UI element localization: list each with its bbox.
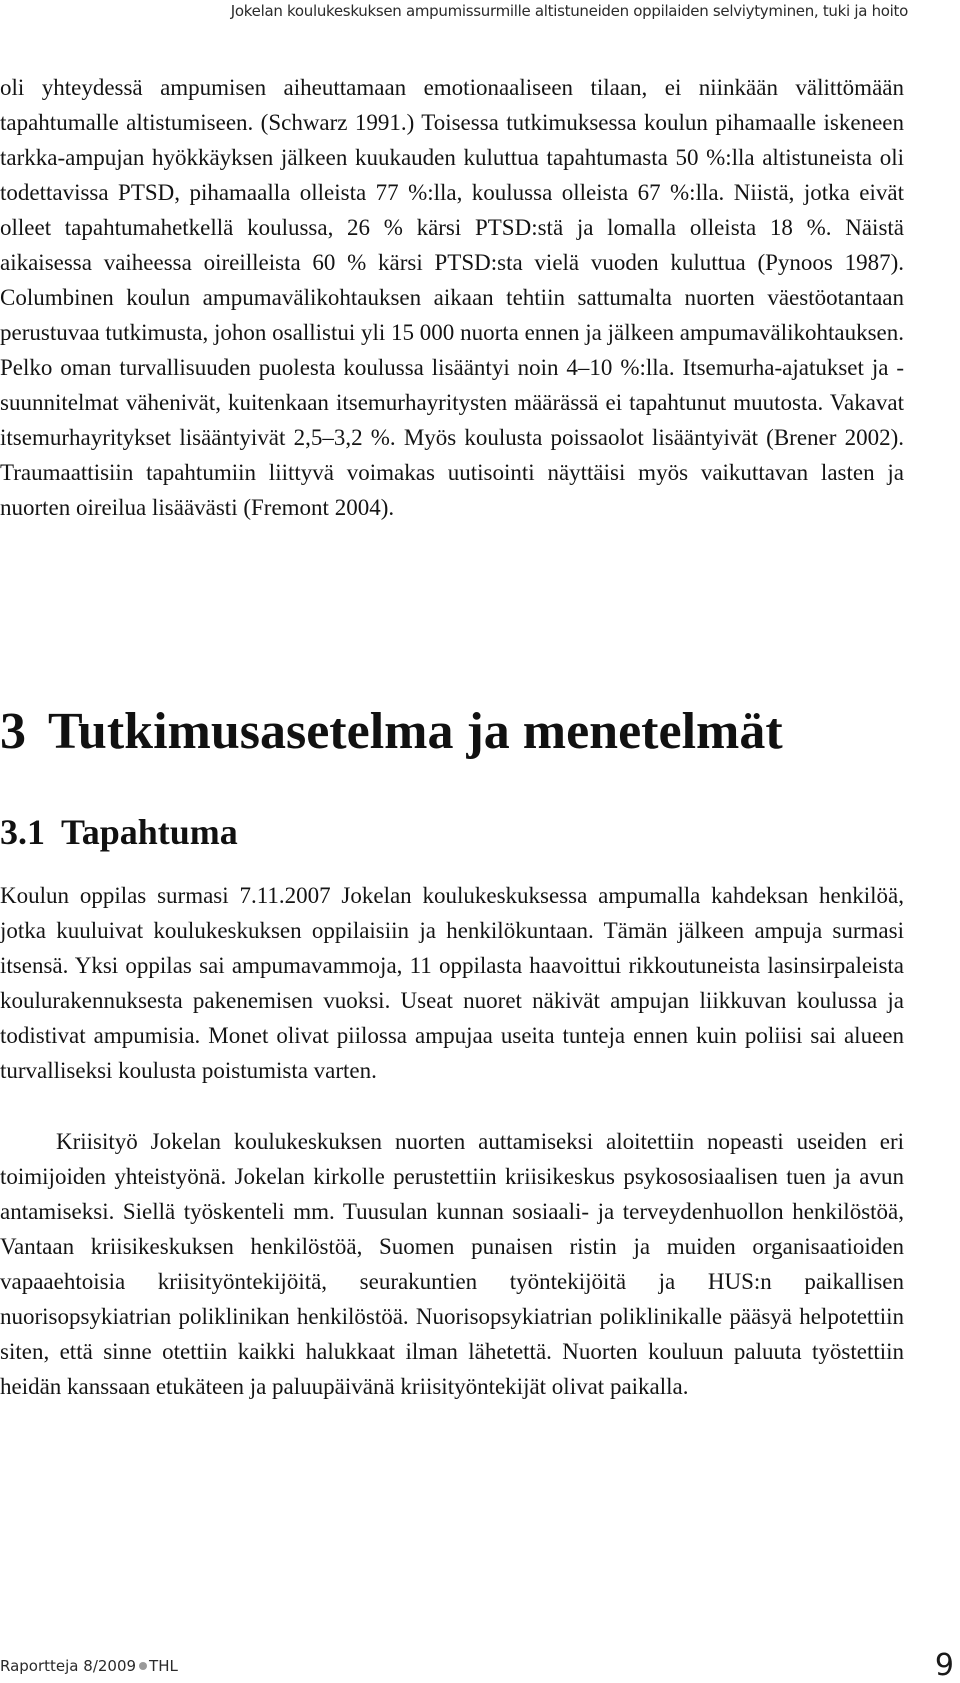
section-title: Tapahtuma: [61, 812, 238, 852]
section-heading: [0, 810, 238, 854]
chapter-title: Tutkimusasetelma ja menetelmät: [48, 703, 783, 760]
footer-publisher: THL: [149, 1657, 178, 1675]
section-paragraph-2: Kriisityö Jokelan koulukeskuksen nuorten auttamiseksi aloitettiin nopeasti useiden eri toimijoiden yhteistyönä. Jokelan kirkolle perustettiin kriisikeskus psykososiaalisen tuen ja avun antamiseksi. Siellä työskenteli mm. Tuusulan kunnan sosiaali- ja terveydenhuollon henkilöstöä, Vantaan kriisikeskuksen henkilöstöä, Suomen punaisen ristin ja muiden organisaatioiden vapaaehtoisia kriisityöntekijöitä, seurakuntien työntekijöitä ja HUS:n paikallisen nuorisopsykiatrian poliklinikan henkilöstöä. Nuorisopsykiatrian poliklinikalle pääsyä helpotettiin siten, että sinne otettiin kaikki halukkaat ilman lähetettä. Nuorten kouluun paluuta työstettiin heidän kanssaan etukäteen ja paluupäivänä kriisityöntekijät olivat paikalla.: [0, 1129, 904, 1399]
page-footer: [0, 1657, 178, 1675]
body-paragraph-intro: oli yhteydessä ampumisen aiheuttamaan emotionaaliseen tilaan, ei niinkään välittömään tapahtumalle altistumiseen. (Schwarz 1991.) Toisessa tutkimuksessa koulun pihamaalle iskeneen tarkka-ampujan hyökkäyksen jälkeen kuukauden kuluttua tapahtumasta 50 %:lla altistuneista oli todettavissa PTSD, pihamaalla olleista 77 %:lla, koulussa olleista 67 %:lla. Niistä, jotka eivät olleet tapahtumahetkellä koulussa, 26 % kärsi PTSD:stä ja lomalla olleista 18 %. Näistä aikaisessa vaiheessa oireilleista 60 % kärsi PTSD:sta vielä vuoden kuluttua (Pynoos 1987). Columbinen koulun ampumavälikohtauksen aikaan tehtiin sattumalta nuorten väestöotantaan perustuvaa tutkimusta, johon osallistui yli 15 000 nuorta ennen ja jälkeen ampumavälikohtauksen. Pelko oman turvallisuuden puolesta koulussa lisääntyi noin 4–10 %:lla. Itsemurha-ajatukset ja -suunnitelmat vähenivät, kuitenkaan itsemurhayritysten määrässä ei tapahtunut muutosta. Vakavat itsemurhayritykset lisääntyivät 2,5–3,2 %. Myös koulusta poissaolot lisääntyivät (Brener 2002). Traumaattisiin tapahtumiin liittyvä voimakas uutisointi näyttäisi myös vaikuttavan lasten ja nuorten oireilua lisäävästi (Fremont 2004).: [0, 75, 904, 520]
page-number: 9: [934, 1648, 954, 1683]
running-header: Jokelan koulukeskuksen ampumissurmille altistuneiden oppilaiden selviytyminen, tuki ja hoito: [230, 2, 908, 20]
chapter-number: 3: [0, 703, 26, 760]
footer-publication: Raportteja 8/2009: [0, 1657, 137, 1675]
bullet-dot-icon: [139, 1662, 147, 1670]
chapter-heading: [0, 702, 783, 762]
section-paragraph-1: Koulun oppilas surmasi 7.11.2007 Jokelan koulukeskuksessa ampumalla kahdeksan henkilöä, jotka kuuluivat koulukeskuksen oppilaisiin ja henkilökuntaan. Tämän jälkeen ampuja surmasi itsensä. Yksi oppilas sai ampumavammoja, 11 oppilasta haavoittui rikkoutuneista lasinsirpaleista koulurakennuksesta pakenemisen vuoksi. Useat nuoret näkivät ampujan liikkuvan koulussa ja todistivat ampumisia. Monet olivat piilossa ampujaa useita tunteja ennen kuin poliisi sai alueen turvalliseksi koulusta poistumista varten.: [0, 883, 904, 1083]
section-number: 3.1: [0, 812, 45, 852]
